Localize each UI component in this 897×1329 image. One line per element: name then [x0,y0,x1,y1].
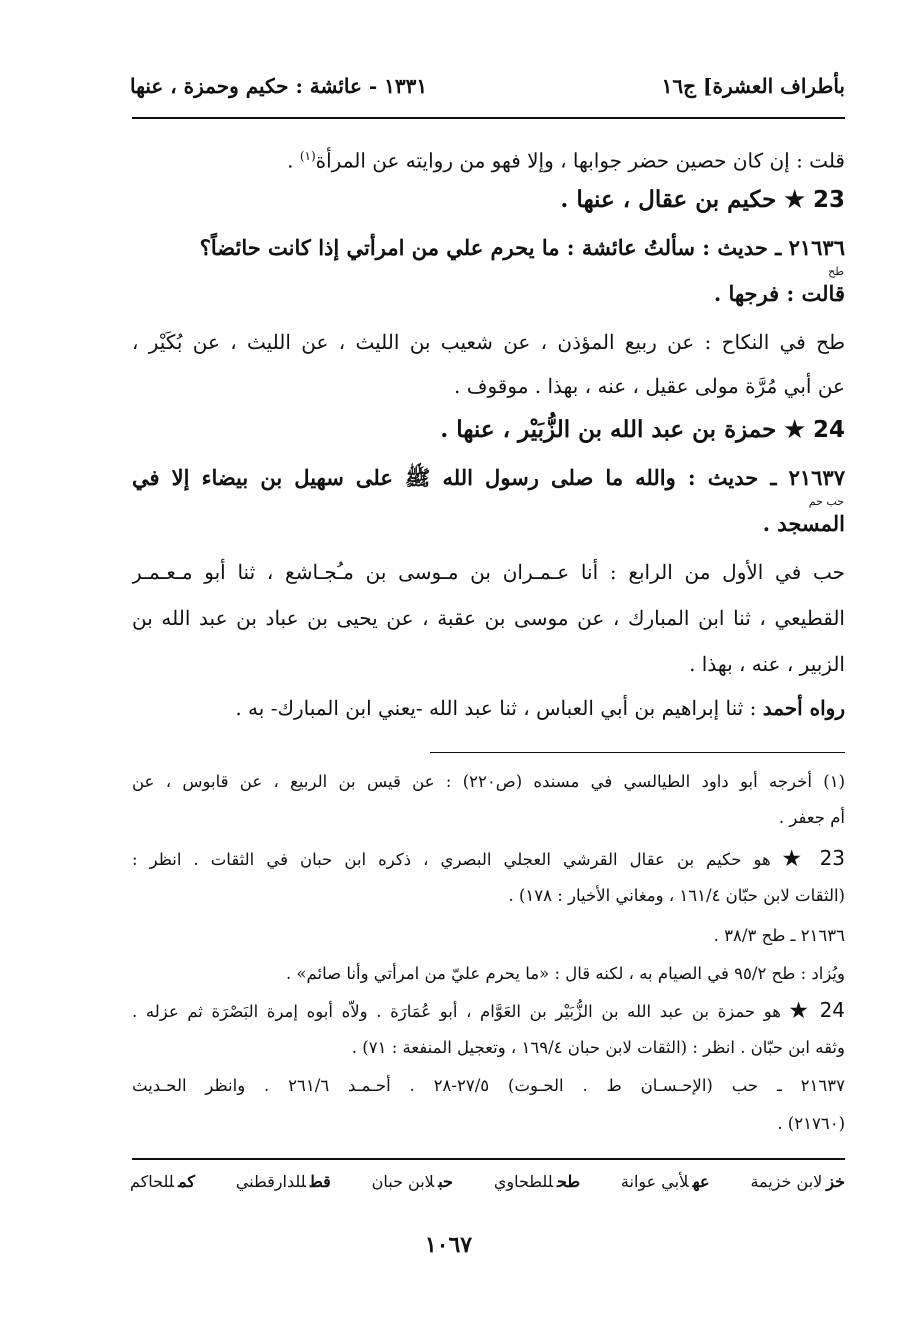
hadith-21636-text: ٢١٦٣٦ ـ حديث : سألتُ عائشة : ما يحرم علي من امرأتي إذا كانت حائضاً؟ [199,235,845,260]
star-icon: ★ [784,416,805,443]
abbrev-hakim: كمللحاكم [130,1172,195,1191]
abbreviation-key [130,1172,845,1191]
footnote-ref-1: (١) [299,149,316,163]
footnote-23-line-2: (الثقات لابن حبّان ١٦١/٤ ، ومغاني الأخيار : ١٧٨) . [508,886,845,905]
footnote-21637-line-1: ٢١٦٣٧ ـ حب (الإحـسـان ط . الحـوت) ٢٧/٥-٢٨ . أحـمـد ٢٦١/٦ . وانظر الحـديث [132,1076,845,1095]
abbrev-khuzaymah: خزلابن خزيمة [750,1172,845,1191]
footnote-23-line-1: 23 ★ هو حكيم بن عقال القرشي العجلي البصري ، ذكره ابن حبان في الثقات . انظر : [132,846,845,870]
section-number: 24 [812,417,845,443]
abbrev-tahawi: طحللطحاوي [493,1172,581,1191]
isnad-21636-line-1: طح في النكاح : عن ربيع المؤذن ، عن شعيب بن الليث ، عن الليث ، عن بُكَيْر ، [132,330,845,354]
isnad-21637-line-1: حب في الأول من الرابع : أنا عـمـران بن مـوسى بن مـُجـاشع ، ثنا أبو مـعـمـر [132,560,845,584]
isnad-21636-line-2: عن أبي مُرَّة مولى عقيل ، عنه ، بهذا . موقوف . [454,374,845,398]
riwayah-ahmad-label: رواه أحمد [762,696,845,720]
footnote-21636-line-1: ٢١٦٣٦ ـ طح ٣٨/٣ . [713,926,845,945]
abbrev-daraqutni: قطللدارقطني [235,1172,331,1191]
hadith-21637-source-code: حب حم [808,495,844,508]
riwayah-ahmad-text: : ثنا إبراهيم بن أبي العباس ، ثنا عبد الله -يعني ابن المبارك- به . [235,696,763,720]
star-icon: ★ [789,998,811,1022]
isnad-21637-line-2: القطيعي ، ثنا ابن المبارك ، عن موسى بن عقبة ، عن يحيى بن عباد بن عبد الله بن [132,606,845,630]
footnote-number: 23 [819,846,845,870]
footnote-1-line-1: (١) أخرجه أبو داود الطيالسي في مسنده (ص٢٢٠) : عن قيس بن الربيع ، عن قابوس ، عن [132,772,845,791]
abbrev-hibban: حبلابن حبان [371,1172,453,1191]
isnad-21637-line-3: الزبير ، عنه ، بهذا . [689,652,845,676]
footnote-21637-line-2: (٢١٧٦٠) . [777,1114,845,1133]
page-number: ١٠٦٧ [424,1232,473,1258]
footnote-separator [430,752,845,753]
section-number: 23 [812,187,845,213]
hadith-21637-text: ٢١٦٣٧ ـ حديث : والله ما صلى رسول الله ﷺ على سهيل بن بيضاء إلا في [132,465,845,490]
riwayah-ahmad [235,690,845,726]
section-heading-24 [440,412,845,448]
header-book-title: بأطراف العشرة] ج١٦ [661,74,845,98]
section-heading-23 [560,182,845,218]
footnote-1-line-2: أم جعفر . [778,808,845,827]
footnote-24-line-2: وثقه ابن حبّان . انظر : (الثقات لابن حبان ١٦٩/٤ ، وتعجيل المنفعة : ٧١) . [351,1038,845,1057]
body-line-1: قلت : إن كان حصين حضر جوابها ، وإلا فهو من روايته عن المرأة$^{(١)}$ . [287,148,845,173]
section-title: حكيم بن عقال ، عنها . [560,186,777,213]
section-title: حمزة بن عبد الله بن الزُّبَيْر ، عنها . [440,416,777,443]
header-section-title: ١٣٣١ - عائشة : حكيم وحمزة ، عنها [130,74,428,98]
footnote-21636-line-2: ويُزاد : طح ٩٥/٢ في الصيام به ، لكنه قال : «ما يحرم عليّ من امرأتي وأنا صائم» . [285,964,845,983]
footer-rule [132,1158,845,1160]
header-rule [132,117,845,119]
star-icon: ★ [784,186,805,213]
abbrev-awanah: عهلأبي عوانة [620,1172,710,1191]
hadith-21637-end: المسجد . [762,511,845,536]
hadith-21636-answer: قالت : فرجها . [713,281,845,306]
hadith-21636-source-code: طح [828,265,844,278]
footnote-number: 24 [819,998,845,1022]
star-icon: ★ [782,846,808,870]
running-header [130,68,845,104]
footnote-24-line-1: 24 ★ هو حمزة بن عبد الله بن الزُّبَيْر بن العَوَّام ، أبو عُمَارَة . ولاّه أبوه إمرة البَصْرَة ثم عزله . [132,998,845,1022]
